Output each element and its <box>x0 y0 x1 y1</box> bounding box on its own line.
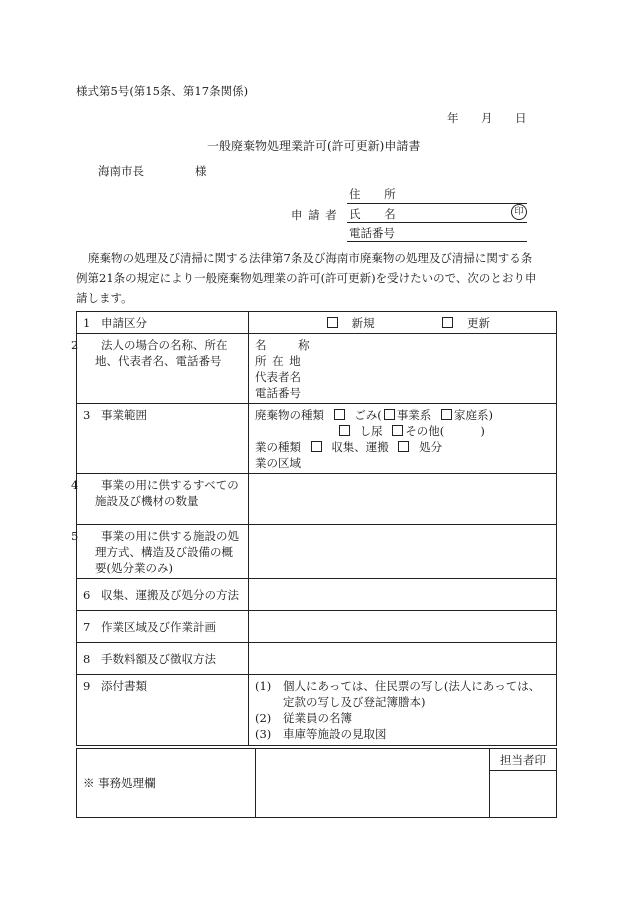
row-label: 手数料額及び徴収方法 <box>101 652 216 666</box>
row-label: 収集、運搬及び処分の方法 <box>101 588 239 602</box>
row-application-type <box>77 312 557 334</box>
attachment-item: (2) 従業員の名簿 <box>255 711 352 725</box>
row-corporation <box>77 334 557 404</box>
date-month: 月 <box>481 111 493 125</box>
office-label-cell <box>77 749 256 818</box>
row-number: 1 <box>83 316 91 330</box>
value-cell[interactable] <box>249 643 557 675</box>
label-cell <box>71 474 249 525</box>
value-cell <box>249 312 557 334</box>
row-number: 4 <box>71 478 79 492</box>
name-line <box>347 222 527 223</box>
checkbox-icon <box>339 425 350 436</box>
row-facilities <box>77 474 557 525</box>
corp-name-label: 名 称 <box>255 338 324 352</box>
row-number: 9 <box>83 679 91 693</box>
value-cell <box>249 404 557 474</box>
garbage-label: ごみ( <box>354 408 382 422</box>
checkbox-icon <box>384 409 395 420</box>
label-cell <box>71 525 249 579</box>
disposal-label: 処分 <box>419 440 443 454</box>
checkbox-icon <box>311 441 322 452</box>
row-number: 7 <box>83 620 91 634</box>
checkbox-icon <box>441 409 452 420</box>
stamp-label: 担当者印 <box>500 752 546 767</box>
office-content-cell[interactable] <box>256 749 490 818</box>
form-number: 様式第5号(第15条、第17条関係) <box>76 84 249 98</box>
honorific: 様 <box>195 164 207 178</box>
date-day: 日 <box>515 111 527 125</box>
value-cell[interactable] <box>249 579 557 611</box>
checkbox-household[interactable] <box>439 408 454 422</box>
phone-line <box>347 241 527 242</box>
date-year: 年 <box>447 111 459 125</box>
value-cell[interactable] <box>249 525 557 579</box>
label-cell <box>77 643 249 675</box>
row-method <box>77 579 557 611</box>
row-fees <box>77 643 557 675</box>
row-number: 2 <box>71 338 79 352</box>
address-line <box>347 203 527 204</box>
row-label: 事業範囲 <box>101 408 147 422</box>
row-label: 事業の用に供するすべての施設及び機材の数量 <box>95 478 239 508</box>
row-number: 5 <box>71 529 79 543</box>
attachment-item: (3) 車庫等施設の見取図 <box>255 727 387 741</box>
row-work-area <box>77 611 557 643</box>
row-number: 3 <box>83 408 91 422</box>
seal-mark: 印 <box>511 204 527 220</box>
collection-label: 収集、運搬 <box>331 440 389 454</box>
value-cell <box>249 334 557 404</box>
row-processing-method <box>77 525 557 579</box>
phone-label: 電話番号 <box>349 226 395 240</box>
office-use-table <box>76 748 557 818</box>
waste-type-label: 廃棄物の種類 <box>255 408 324 422</box>
checkbox-night-soil[interactable] <box>337 424 352 438</box>
label-cell <box>71 334 249 404</box>
stamp-label-cell <box>490 749 557 771</box>
stamp-area[interactable] <box>490 771 557 818</box>
label-cell <box>77 312 249 334</box>
row-number: 8 <box>83 652 91 666</box>
page-title: 一般廃棄物処理業許可(許可更新)申請書 <box>207 139 421 153</box>
checkbox-new[interactable] <box>325 316 340 330</box>
label-cell <box>77 675 249 746</box>
business-label: 事業系 <box>396 408 432 422</box>
checkbox-icon <box>334 409 345 420</box>
value-cell <box>249 675 557 746</box>
row-label: 申請区分 <box>101 316 147 330</box>
row-attachments <box>77 675 557 746</box>
name-label: 氏 名 <box>349 207 406 221</box>
night-soil-label: し尿 <box>359 424 383 438</box>
corp-representative-label: 代表者名 <box>255 370 301 384</box>
new-label: 新規 <box>351 316 375 330</box>
application-table <box>71 311 557 746</box>
value-cell[interactable] <box>249 474 557 525</box>
address-label: 住 所 <box>349 187 406 201</box>
business-type-label: 業の種類 <box>255 440 301 454</box>
office-label: ※ 事務処理欄 <box>83 776 156 790</box>
applicant-label: 申 請 者 <box>291 208 338 222</box>
intro-line-3: 請します。 <box>76 291 133 305</box>
intro-line-2: 例第21条の規定により一般廃棄物処理業の許可(許可更新)を受けたいので、次のとおり申 <box>76 271 537 285</box>
other-close: ) <box>480 424 485 438</box>
checkbox-icon <box>442 317 453 328</box>
renew-label: 更新 <box>466 316 490 330</box>
row-number: 6 <box>83 588 91 602</box>
row-label: 作業区域及び作業計画 <box>101 620 216 634</box>
row-business-scope <box>77 404 557 474</box>
attachment-item: (1) 個人にあっては、住民票の写し(法人にあっては、定款の写し及び登記簿謄本) <box>255 679 541 709</box>
checkbox-collection[interactable] <box>309 440 324 454</box>
addressee: 海南市長 <box>98 164 144 178</box>
intro-line-1: 廃棄物の処理及び清掃に関する法律第7条及び海南市廃棄物の処理及び清掃に関する条 <box>88 251 533 265</box>
label-cell <box>77 404 249 474</box>
corp-location-label: 所 在 地 <box>255 354 302 368</box>
area-label: 業の区域 <box>255 456 301 470</box>
row-label: 事業の用に供する施設の処理方式、構造及び設備の概要(処分業のみ) <box>95 529 239 575</box>
household-label: 家庭系) <box>453 408 493 422</box>
checkbox-icon <box>392 425 403 436</box>
row-label: 法人の場合の名称、所在地、代表者名、電話番号 <box>95 338 228 368</box>
label-cell <box>77 579 249 611</box>
checkbox-business[interactable] <box>382 408 397 422</box>
checkbox-icon <box>398 441 409 452</box>
checkbox-garbage[interactable] <box>332 408 347 422</box>
label-cell <box>77 611 249 643</box>
value-cell[interactable] <box>249 611 557 643</box>
checkbox-renew[interactable] <box>440 316 455 330</box>
other-label: その他( <box>405 424 445 438</box>
corp-phone-label: 電話番号 <box>255 386 301 400</box>
checkbox-other[interactable] <box>390 424 405 438</box>
checkbox-disposal[interactable] <box>396 440 411 454</box>
checkbox-icon <box>327 317 338 328</box>
row-label: 添付書類 <box>101 679 147 693</box>
